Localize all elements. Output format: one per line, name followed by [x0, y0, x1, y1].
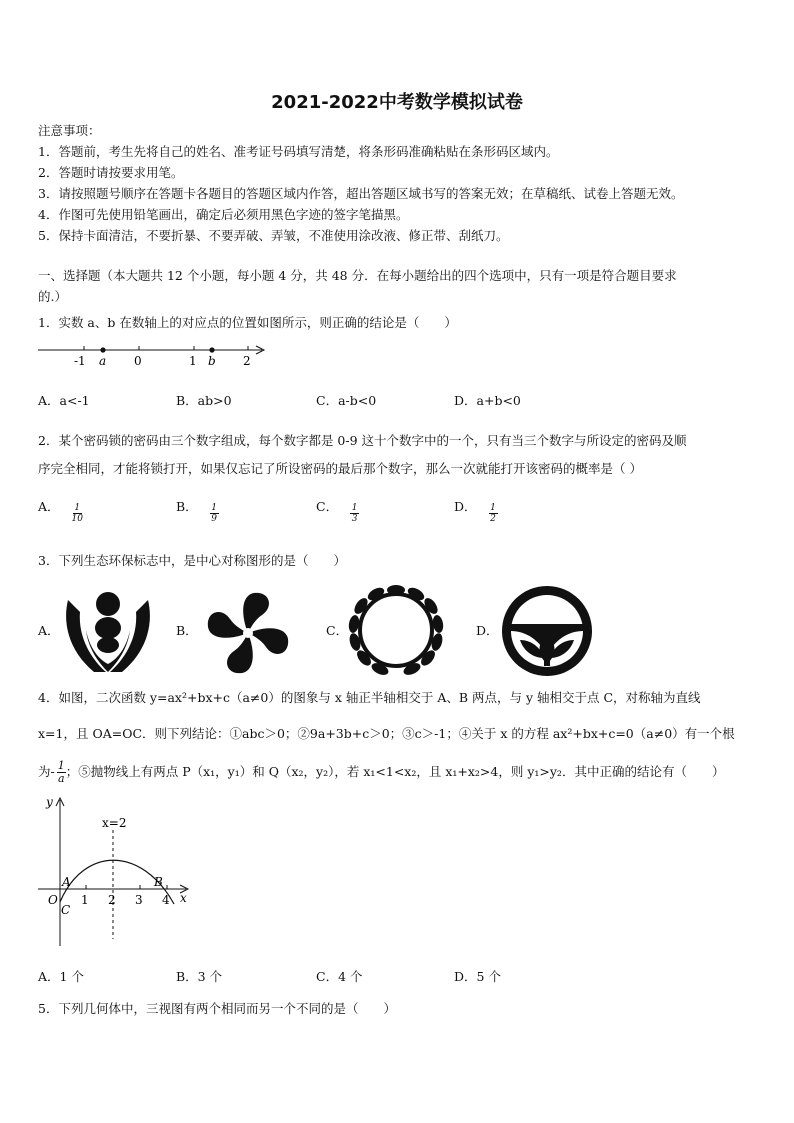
option-d: D．a+b<0 — [454, 393, 521, 408]
symmetry-label: x=2 — [102, 816, 127, 830]
q3-stem: 3．下列生态环保标志中，是中心对称图形的是（ ） — [38, 553, 346, 568]
tick-label: 2 — [108, 893, 116, 907]
point-a-label: A — [62, 875, 71, 889]
notice-item: 2．答题时请按要求用笔。 — [38, 165, 184, 180]
fraction — [210, 503, 219, 524]
numerator: 1 — [351, 503, 358, 513]
denominator: a — [57, 772, 65, 785]
option-b-label: B． — [176, 623, 198, 638]
option-d-label: D． — [476, 623, 499, 638]
numerator: 1 — [490, 503, 496, 513]
point-a-marker — [100, 347, 105, 352]
q4-stem: 4．如图，二次函数 y=ax²+bx+c（a≠0）的图象与 x 轴正半轴相交于 A、B 两点，与 y 轴相交于点 C，对称轴为直线 — [38, 690, 701, 705]
option-label: B． — [176, 499, 198, 514]
numerator: 1 — [74, 503, 81, 513]
numerator: 1 — [211, 503, 218, 513]
tick-label: 1 — [81, 893, 89, 907]
q4-stem-cont: x=1，且 OA=OC．则下列结论：①abc＞0；②9a+3b+c＞0；③c＞-1；④关于 x 的方程 ax²+bx+c=0（a≠0）有一个根 — [38, 726, 735, 741]
section-heading: 一、选择题（本大题共 12 个小题，每小题 4 分，共 48 分．在每小题给出的四个选项中，只有一项是符合题目要求 — [38, 268, 677, 283]
option-c: C．a-b<0 — [316, 393, 377, 408]
tick-label: 2 — [243, 354, 251, 368]
x-axis-label: x — [180, 891, 187, 905]
notice-item: 3．请按照题号顺序在答题卡各题目的答题区域内作答，超出答题区域书写的答案无效；在草稿纸、试卷上答题无效。 — [38, 186, 684, 201]
option-d — [454, 491, 498, 524]
section-heading-cont: 的.） — [38, 289, 67, 304]
option-c-label: C． — [326, 623, 349, 638]
denominator: 2 — [490, 514, 496, 524]
eco-symbol-b-icon — [198, 590, 298, 676]
option-b: B．ab>0 — [176, 393, 232, 408]
option-b — [176, 491, 219, 524]
eco-symbol-a-icon — [60, 590, 156, 676]
q4-stem-cont — [38, 760, 724, 785]
numerator: 1 — [57, 759, 65, 772]
fraction — [72, 503, 83, 524]
option-a: A．a<-1 — [38, 393, 90, 408]
denominator: 3 — [351, 514, 358, 524]
denominator: 10 — [71, 514, 83, 524]
option-a — [38, 491, 83, 524]
text-prefix: 为- — [38, 764, 55, 779]
denominator: 9 — [211, 514, 218, 524]
eco-symbol-d-icon — [500, 584, 594, 678]
q5-stem: 5．下列几何体中，三视图有两个相同而另一个不同的是（ ） — [38, 1001, 396, 1016]
y-axis-label: y — [46, 795, 53, 809]
option-d: D．5 个 — [454, 969, 501, 984]
option-c: C．4 个 — [316, 969, 363, 984]
notice-item: 5．保持卡面清洁，不要折暴、不要弄破、弄皱，不准使用涂改液、修正带、刮纸刀。 — [38, 228, 509, 243]
option-a: A．1 个 — [38, 969, 84, 984]
point-b-label: b — [208, 354, 216, 368]
fraction — [350, 503, 359, 524]
option-b: B．3 个 — [176, 969, 223, 984]
point-a-label: a — [99, 354, 107, 368]
origin-label: O — [48, 893, 58, 907]
tick-label: -1 — [74, 354, 86, 368]
page-title: 2021-2022中考数学模拟试卷 — [271, 92, 523, 113]
fraction — [57, 760, 66, 785]
notice-item: 1．答题前，考生先将自己的姓名、准考证号码填写清楚，将条形码准确粘贴在条形码区域内。 — [38, 144, 559, 159]
notice-item: 4．作图可先使用铅笔画出，确定后必须用黑色字迹的签字笔描黑。 — [38, 207, 409, 222]
option-label: C． — [316, 499, 339, 514]
option-c — [316, 491, 359, 524]
tick-label: 4 — [162, 893, 170, 907]
notice-heading: 注意事项： — [38, 123, 101, 138]
parabola-graph — [34, 794, 194, 954]
option-label: A． — [38, 499, 60, 514]
fraction — [489, 503, 498, 524]
option-a-label: A． — [38, 623, 60, 638]
tick-label: 1 — [189, 354, 197, 368]
tick-label: 3 — [135, 893, 143, 907]
tick-label: 0 — [134, 354, 142, 368]
number-line-figure — [36, 338, 268, 368]
q2-stem: 2．某个密码锁的密码由三个数字组成，每个数字都是 0-9 这十个数字中的一个，只有当三个数字与所设定的密码及顺 — [38, 433, 687, 448]
q1-stem: 1．实数 a、b 在数轴上的对应点的位置如图所示，则正确的结论是（ ） — [38, 315, 457, 330]
q2-stem-cont: 序完全相同，才能将锁打开，如果仅忘记了所设密码的最后那个数字，那么一次就能打开该密码的概率是（ ） — [38, 461, 642, 476]
option-label: D． — [454, 499, 477, 514]
eco-symbol-c-icon — [346, 584, 446, 678]
point-b-marker — [209, 347, 214, 352]
point-b-label: B — [154, 875, 163, 889]
text-rest: ；⑤抛物线上有两点 P（x₁，y₁）和 Q（x₂，y₂），若 x₁<1<x₂，且 x₁+x₂>4，则 y₁>y₂．其中正确的结论有（ ） — [65, 764, 725, 779]
point-c-label: C — [61, 903, 71, 917]
